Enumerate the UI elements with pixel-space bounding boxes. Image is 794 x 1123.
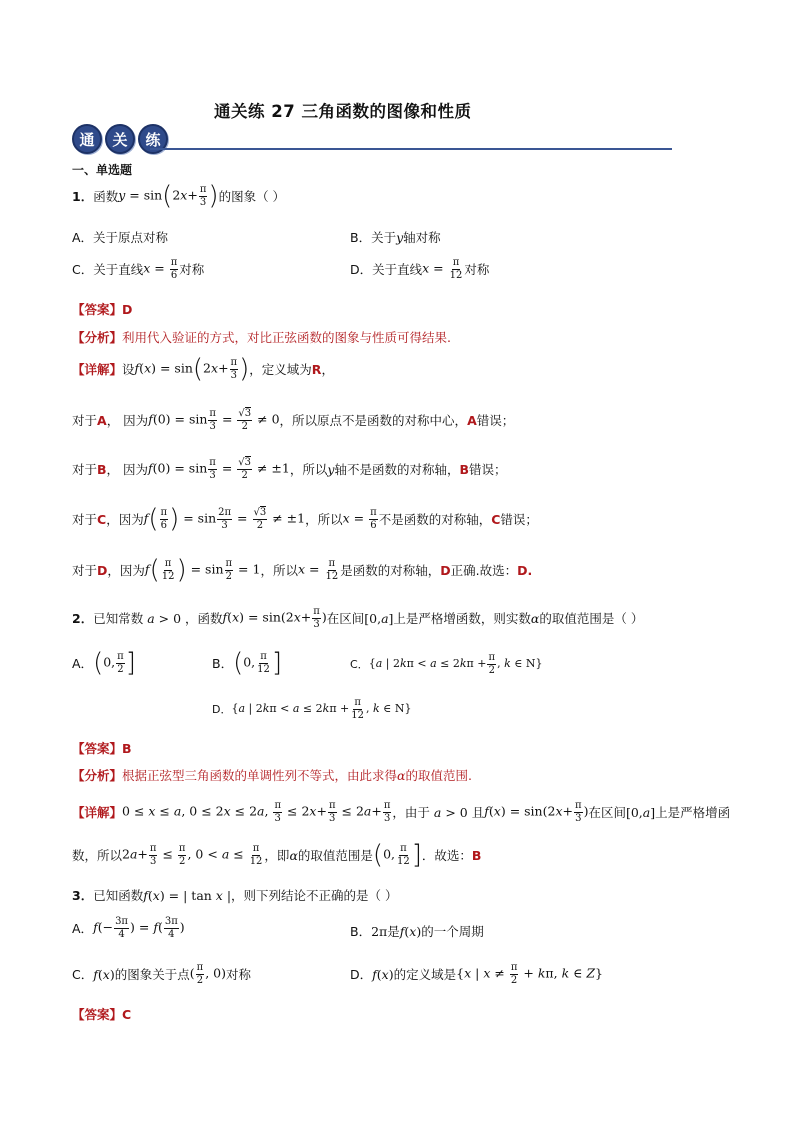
q2-detail: 【详解】 0 ≤ x ≤ a, 0 ≤ 2x ≤ 2a, $\frac{\pi}{3}$ ≤ 2x+ $\frac{\pi}{3}$ ≤ 2a+ $\frac{\pi}{3}$ ，由于 a > 0 且 f(x) = sin(2x+ $\frac{\pi}{3}$ ) 在区间 [0,a] 上是严格增函 [72,800,731,824]
q2-option-a: A． (0, $\frac{\pi}{2}$ ] [72,648,136,678]
q2-option-d-label: D． [212,703,232,716]
q3-answer-value: C [122,1007,132,1022]
q3-stem-a: 已知函数 [93,888,144,903]
q1-number: 1． [72,189,94,204]
q1-check-b-end: 错误； [469,462,507,477]
q3-option-d-mid: 的定义域是 [393,967,457,982]
q1-option-c-tail: 对称 [179,262,205,277]
q2-option-c-label: C． [350,658,369,671]
analysis-label: 【分析】 [72,768,123,783]
q3-option-a-label: A． [72,921,94,936]
q1-check-c-post2: 不是函数的对称轴， [378,512,492,527]
q1-check-a: 对于 A ， 因为 f(0) = sin $\frac{\pi}{3}$ = $\frac{√3}{2}$ ≠ 0 ，所以原点不是函数的对称中心， A 错误； [72,408,515,432]
q1-check-b-letter: B [97,461,107,477]
q3-stem-b: ，则下列结论不正确的是（ ） [231,888,398,903]
q2-detail2-a: 数，所以 [72,848,123,863]
q1-check-b-mid: ， 因为 [106,462,149,477]
q2-detail2-d: ．故选： [421,848,472,863]
section-heading: 一、单选题 [72,163,133,177]
q1-check-a-pre: 对于 [72,413,98,428]
q1-check-d-mid: ，因为 [107,563,145,578]
badge-char-1: 通 [72,124,102,154]
q1-detail-end: ， [321,362,334,377]
q3-option-c-mid: 的图象关于点 [114,967,190,982]
q3-option-c-tail: 对称 [225,967,251,982]
q1-check-b-pre: 对于 [72,462,98,477]
answer-label: 【答案】 [72,302,123,317]
q2-stem-e: 的取值范围是（ ） [539,611,644,626]
q1-check-b: 对于 B ， 因为 f(0) = sin $\frac{\pi}{3}$ = $\frac{√3}{2}$ ≠ ±1 ，所以 y 轴不是函数的对称轴， B 错误； [72,457,507,481]
q2-detail-line2: 数，所以 2a+ $\frac{\pi}{3}$ ≤ $\frac{\pi}{2}$ , 0 < a ≤ $\frac{\pi}{12}$ ，即 α 的取值范围是 (0, $\frac{\pi}{12}$ ] ．故选： B [72,840,482,870]
q1-check-a-end: 错误； [476,413,515,428]
q2-option-a-label: A． [72,656,94,671]
q2-stem-c: 在区间 [326,611,365,626]
q1-check-c-mid: ，因为 [106,512,144,527]
q2-option-d: D． {a | 2kπ < a ≤ 2kπ + $\frac{\pi}{12}$ , k ∈ N} [212,697,412,721]
q3-option-c: C． f(x) 的图象关于点 ( $\frac{\pi}{2}$ , 0) 对称 [72,962,251,986]
q3-option-b-tail1: 是 [387,924,400,939]
q2-stem-a: 已知常数 [93,611,144,626]
q3-option-d-label: D． [350,967,373,982]
q1-check-c-err: C [491,511,501,527]
q1-option-d-label: D．关于直线 [350,262,423,277]
q1-detail-prefix: 设 [122,362,135,377]
q1-check-a-mid: ， 因为 [106,413,149,428]
q3-answer [72,1005,131,1023]
q2-detail2-c: 的取值范围是 [297,848,373,863]
q1-analysis [72,328,451,346]
q1-check-a-post: ，所以原点不是函数的对称中心， [279,413,468,428]
q2-detail-d: 上是严格增函 [655,805,731,820]
q1-detail-domain: R [311,361,322,377]
header-rule [150,148,672,150]
q2-detail-b: 且 [471,805,485,820]
q3-option-b-label: B． [350,924,372,939]
q1-check-b-post1: ，所以 [289,462,328,477]
q1-check-c-end: 错误； [500,512,538,527]
page-title: 通关练 27 三角函数的图像和性质 [214,102,472,121]
q1-detail: 【详解】 设 f(x) = sin(2x+ $\frac{\pi}{3}$ ) ，定义域为 R ， [72,354,334,384]
q2-stem-b: ，函数 [185,611,223,626]
q3-option-b: B． 2π 是 f(x) 的一个周期 [350,923,484,939]
q1-check-d-pre: 对于 [72,563,98,578]
q1-check-d-letter: D [97,562,108,578]
q2-answer [72,739,132,757]
q2-detail2-e: B [471,847,482,863]
q1-check-b-post2: 轴不是函数的对称轴， [334,462,460,477]
q1-check-b-err: B [459,461,469,477]
detail-label: 【详解】 [72,805,123,820]
q1-option-d-tail: 对称 [464,262,490,277]
q1-option-b-tail: 轴对称 [403,230,441,245]
q1-check-c-letter: C [97,511,107,527]
q2-detail2-b: ，即 [264,848,290,863]
q1-answer [72,300,132,318]
q1-option-a: A．关于原点对称 [72,230,169,245]
q1-check-d-post2: 是函数的对称轴， [340,563,441,578]
q1-check-d-final: D. [517,562,533,578]
q3-option-c-label: C． [72,967,94,982]
q1-option-d: D．关于直线 x = $\frac{\pi}{12}$ 对称 [350,257,490,281]
q2-stem-d: 上是严格增函数，则实数 [393,611,531,626]
q1-check-a-err: A [467,412,477,428]
q1-stem-suffix: 的图象（ ） [218,189,286,204]
q1-analysis-text: 利用代入验证的方式，对比正弦函数的图象与性质可得结果. [122,330,451,345]
q2-detail-a: ，由于 [392,805,430,820]
q1-check-d-end: 正确.故选： [450,563,518,578]
q2-option-c: C． {a | 2kπ < a ≤ 2kπ + $\frac{\pi}{2}$ , k ∈ N} [350,652,543,676]
q1-function: y = sin(2x+ $\frac{\pi}{3}$ ) [118,181,219,211]
q2-analysis-a: 根据正弦型三角函数的单调性列不等式，由此求得 [122,768,398,783]
q1-answer-value: D [122,302,133,317]
q3-option-a: A． f(− $\frac{3\pi}{4}$ ) = f( $\frac{3\pi}{4}$ ) [72,916,185,940]
analysis-label: 【分析】 [72,330,123,345]
q1-check-a-letter: A [97,412,107,428]
q2-option-b-label: B． [212,656,234,671]
badge-char-2: 关 [105,124,135,154]
q1-option-c: C．关于直线 x = $\frac{\pi}{6}$ 对称 [72,257,205,281]
q3-option-b-tail2: 的一个周期 [421,924,484,939]
q2-stem: 2． 已知常数 a > 0 ，函数 f(x) = sin(2x+ $\frac{\pi}{3}$ ) 在区间 [0,a] 上是严格增函数，则实数 α 的取值范围是（ ） [72,606,644,630]
q2-detail-c: 在区间 [588,805,626,820]
q1-option-b: B．关于 y 轴对称 [350,229,441,245]
q2-number: 2． [72,611,94,626]
q1-check-c: 对于 C ，因为 f( $\frac{\pi}{6}$ ) = sin $\frac{2\pi}{3}$ = $\frac{√3}{2}$ ≠ ±1 ，所以 x = $\frac{\pi}{6}$ 不是函数的对称轴， C 错误； [72,504,538,534]
q2-analysis-b: 的取值范围. [405,768,472,783]
q2-analysis: 【分析】 根据正弦型三角函数的单调性列不等式，由此求得 α 的取值范围. [72,767,472,783]
q3-number: 3． [72,888,94,903]
q1-check-d-post1: ，所以 [260,563,298,578]
answer-label: 【答案】 [72,1007,123,1022]
q1-stem [72,183,285,209]
q1-option-c-label: C．关于直线 [72,262,144,277]
q2-option-b: B． (0, $\frac{\pi}{12}$ ] [212,648,283,678]
q2-answer-value: B [122,741,132,756]
q1-check-d-ok: D [440,562,451,578]
q1-option-b-label: B．关于 [350,230,397,245]
q1-check-d: 对于 D ，因为 f( $\frac{\pi}{12}$ ) = sin $\frac{\pi}{2}$ = 1 ，所以 x = $\frac{\pi}{12}$ 是函数的对称轴， D 正确.故选： D. [72,555,533,585]
answer-label: 【答案】 [72,741,123,756]
q3-stem: 3． 已知函数 f(x) = | tan x | ，则下列结论不正确的是（ ） [72,887,398,903]
q1-check-c-post1: ，所以 [305,512,343,527]
q1-detail-mid: ，定义域为 [249,362,312,377]
badge-char-3: 练 [138,124,168,154]
detail-label: 【详解】 [72,362,123,377]
q1-check-c-pre: 对于 [72,512,98,527]
q3-option-d: D． f(x) 的定义域是 {x | x ≠ $\frac{\pi}{2}$ + kπ, k ∈ Z} [350,962,603,986]
q1-stem-prefix: 函数 [93,189,119,204]
